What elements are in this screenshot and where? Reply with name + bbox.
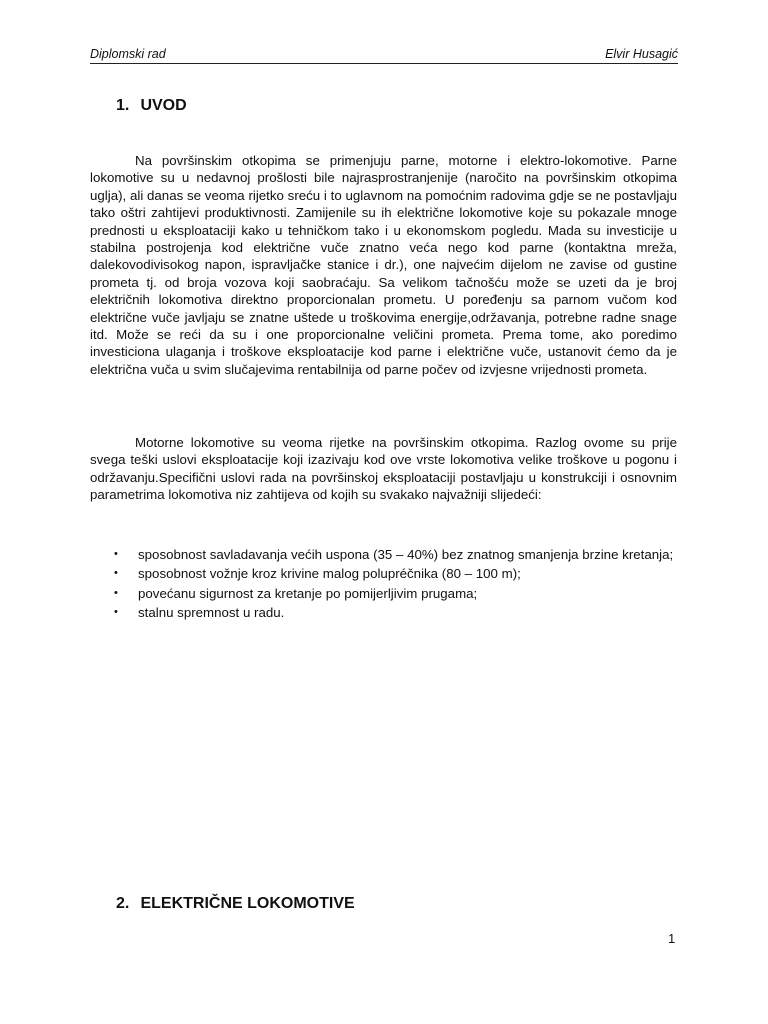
requirements-list <box>90 546 677 624</box>
section-title: UVOD <box>140 97 187 114</box>
list-item <box>90 546 677 563</box>
header-right-text: Elvir Husagić <box>605 47 678 61</box>
paragraph: Na površinskim otkopima se primenjuju parne, motorne i elektro-lokomotive. Parne lokomotive su u nedavnoj prošlosti bile najrasprostranjenije (naročito na površinskim otkopima uglja), ali danas se veoma rijetko sreću i to uglavnom na pomoćnim radovima gdje se ne postavljaju tako oštri zahtijevi produktivnosti. Zamijenile su ih električne lokomotive koje su pokazale mnoge prednosti u eksploataciji kako u tehničkom tako i u ekonomskom pogledu. Mada su investicije u stabilna postrojenja kod električne vuče znatno veća nego kod parne (kontaktna mreža, dalekovodivisokog napon, ispravljačke stanice i dr.), one najvećim dijelom ne zavise od gustine prometa tj. od broja vozova koji saobraćaju. Sa velikom tačnošću može se uzeti da je broj električnih lokomotiva direktno proporcionalan prometu. U poređenju sa parnom vučom kod električne vuče javljaju se znatne uštede u troškovima energije,održavanja, potrebne radne snage itd. Može se reći da su i one proporcionalne veličini prometa. Prema tome, ako poredimo investiciona ulaganja i troškove eksploatacije kod parne i električne vuče, ustanovit ćemo da je električna vuča u svim slučajevima rentabilnija od parne počev od izvjesne vrijednosti prometa. <box>90 153 677 377</box>
paragraph-2-container <box>90 434 677 504</box>
paragraph: Motorne lokomotive su veoma rijetke na površinskim otkopima. Razlog ovome su prije svega teški uslovi eksploatacije koji izazivaju kod ove vrste lokomotiva velike troškove u pogonu i održavanju.Specifični uslovi rada na površinskoj eksploataciji postavljaju u konstrukciji i osnovnim parametrima lokomotiva niz zahtijeva od kojih su svakako najvažniji slijedeći: <box>90 435 677 503</box>
list-item-text: povećanu sigurnost za kretanje po pomijerljivim prugama; <box>138 585 478 601</box>
bullet-icon: • <box>114 586 118 599</box>
list-item-text: sposobnost vožnje kroz krivine malog polupréčnika (80 – 100 m); <box>138 566 521 582</box>
section-number: 1. <box>116 97 130 114</box>
list-item <box>90 604 677 621</box>
section-title: ELEKTRIČNE LOKOMOTIVE <box>140 895 355 912</box>
section-heading-uvod <box>116 96 187 116</box>
section-heading-elektricne-lokomotive <box>116 894 355 914</box>
bullet-icon: • <box>114 548 118 560</box>
list-item <box>90 585 677 602</box>
header-left-text: Diplomski rad <box>90 47 166 61</box>
list-item-text: sposobnost savladavanja većih uspona (35 – 40%) bez znatnog smanjenja brzine kretanja; <box>138 547 674 562</box>
list-item-text: stalnu spremnost u radu. <box>138 605 285 621</box>
bullet-icon: • <box>114 567 118 580</box>
bullet-icon: • <box>114 606 118 619</box>
list-item <box>90 565 677 582</box>
paragraph-1-container <box>90 152 677 378</box>
page-number: 1 <box>668 931 676 946</box>
section-number: 2. <box>116 895 130 912</box>
running-header <box>90 45 678 64</box>
